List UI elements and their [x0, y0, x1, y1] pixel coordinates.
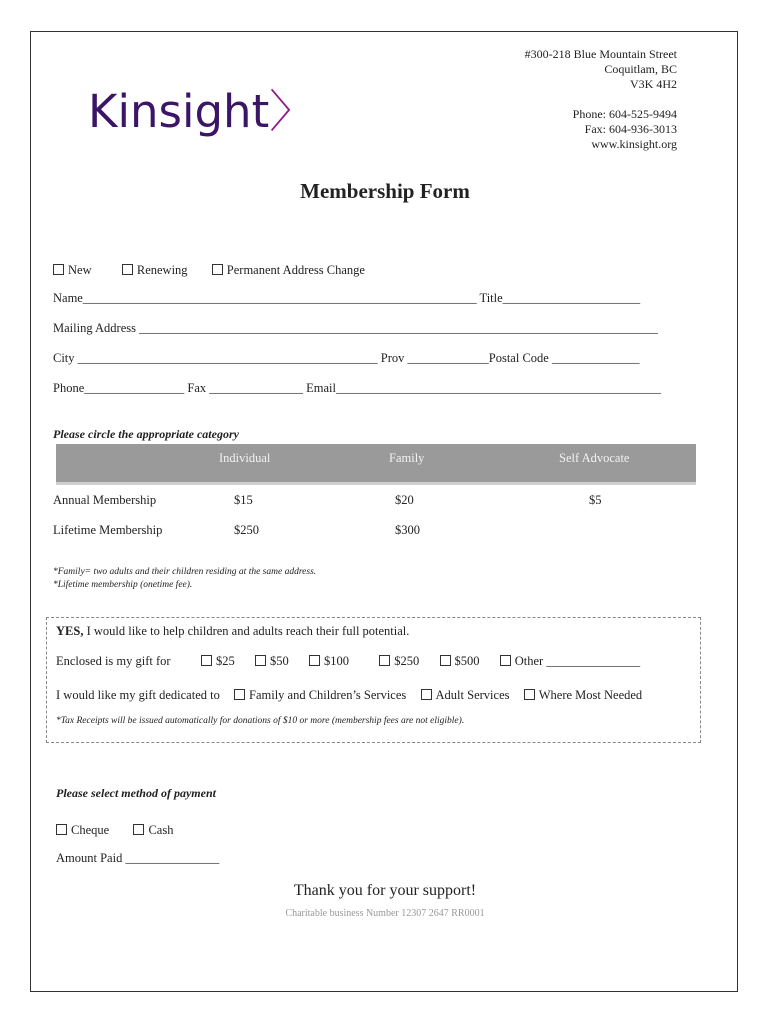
checkbox-icon: [440, 655, 451, 666]
lifetime-individual[interactable]: $250: [234, 523, 259, 537]
gift-amount-options: [201, 654, 640, 669]
checkbox-icon: [524, 689, 535, 700]
address-line-2: Coquitlam, BC: [604, 62, 677, 76]
address-line-3: V3K 4H2: [630, 77, 677, 91]
org-contact: [525, 47, 677, 152]
checkbox-icon: [234, 689, 245, 700]
donation-section: [46, 617, 701, 743]
org-fax: Fax: 604-936-3013: [584, 122, 677, 136]
tax-note: *Tax Receipts will be issued automatically for donations of $10 or more (membership fees are not eligible).: [56, 716, 465, 726]
annual-self-advocate[interactable]: $5: [589, 493, 602, 507]
gift-other[interactable]: Other _______________: [500, 654, 640, 668]
gift-500[interactable]: $500: [440, 654, 480, 668]
checkbox-icon[interactable]: [122, 264, 133, 275]
header-self-advocate: Self Advocate: [559, 451, 630, 465]
annual-family[interactable]: $20: [395, 493, 414, 507]
amount-paid-field[interactable]: Amount Paid _______________: [56, 851, 220, 865]
dedicate-adult[interactable]: Adult Services: [421, 688, 510, 702]
lifetime-family[interactable]: $300: [395, 523, 420, 537]
gift-100[interactable]: $100: [309, 654, 349, 668]
checkbox-icon: [56, 824, 67, 835]
phone-fax-email-field[interactable]: Phone________________ Fax _______________ Email____________________________________________________: [53, 381, 661, 395]
payment-instruction: Please select method of payment: [56, 786, 216, 800]
checkbox-icon: [421, 689, 432, 700]
payment-methods: [56, 823, 173, 838]
charity-number: Charitable business Number 12307 2647 RR0001: [285, 908, 485, 919]
status-new[interactable]: New: [53, 263, 92, 277]
payment-cheque[interactable]: Cheque: [56, 823, 109, 837]
checkbox-icon: [500, 655, 511, 666]
gift-label: Enclosed is my gift for: [56, 654, 171, 668]
donation-yes-line: YES, I would like to help children and adults reach their full potential.: [56, 624, 410, 638]
status-options: [53, 263, 365, 278]
dedication-options: [234, 688, 642, 703]
city-prov-postal-field[interactable]: City ________________________________________________ Prov _____________Postal Code ______________: [53, 351, 640, 365]
kinsight-logo: [88, 87, 314, 137]
checkbox-icon: [379, 655, 390, 666]
logo-text: Kinsight: [88, 85, 270, 138]
org-phone: Phone: 604-525-9494: [572, 107, 677, 121]
org-website[interactable]: www.kinsight.org: [591, 137, 677, 151]
checkbox-icon: [255, 655, 266, 666]
checkbox-icon[interactable]: [212, 264, 223, 275]
status-renewing[interactable]: Renewing: [122, 263, 188, 277]
checkbox-icon[interactable]: [53, 264, 64, 275]
checkbox-icon: [201, 655, 212, 666]
name-title-field[interactable]: Name_______________________________________________________________ Title______________________: [53, 291, 641, 305]
family-note: *Family= two adults and their children residing at the same address.: [53, 567, 317, 577]
header-family: Family: [389, 451, 425, 465]
category-table-header: [56, 444, 696, 485]
gift-50[interactable]: $50: [255, 654, 289, 668]
row-lifetime-label: Lifetime Membership: [53, 523, 163, 537]
address-line-1: #300-218 Blue Mountain Street: [524, 47, 677, 61]
dedicate-label: I would like my gift dedicated to: [56, 688, 220, 702]
checkbox-icon: [309, 655, 320, 666]
payment-cash[interactable]: Cash: [133, 823, 173, 837]
logo-chevron-icon: 〉: [269, 85, 315, 138]
form-title: Membership Form: [300, 179, 470, 203]
gift-25[interactable]: $25: [201, 654, 235, 668]
checkbox-icon: [133, 824, 144, 835]
row-annual-label: Annual Membership: [53, 493, 157, 507]
lifetime-note: *Lifetime membership (onetime fee).: [53, 580, 193, 590]
thank-you-message: Thank you for your support!: [293, 882, 477, 899]
mailing-address-field[interactable]: Mailing Address ___________________________________________________________________________________: [53, 321, 658, 335]
category-instruction: Please circle the appropriate category: [53, 427, 239, 441]
status-address-change[interactable]: Permanent Address Change: [212, 263, 365, 277]
gift-250[interactable]: $250: [379, 654, 419, 668]
form-page: [30, 31, 738, 992]
dedicate-most-needed[interactable]: Where Most Needed: [524, 688, 642, 702]
dedicate-family-children[interactable]: Family and Children’s Services: [234, 688, 406, 702]
header-individual: Individual: [219, 451, 271, 465]
annual-individual[interactable]: $15: [234, 493, 253, 507]
